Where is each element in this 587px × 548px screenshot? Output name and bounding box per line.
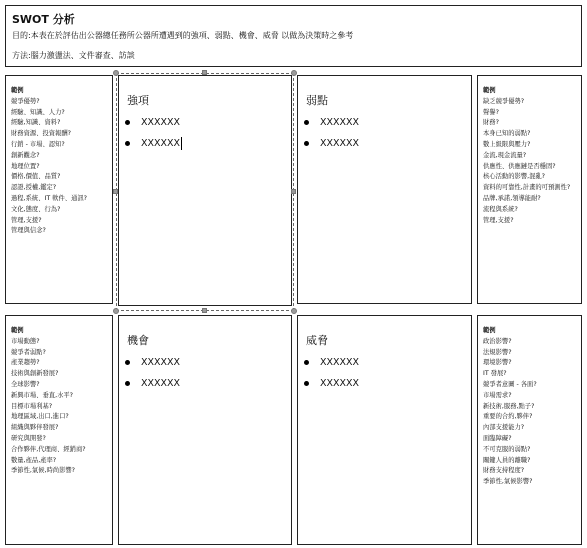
list-item[interactable]: XXXXXX (125, 356, 180, 377)
list-item[interactable]: XXXXXX (304, 116, 359, 137)
list-item[interactable]: XXXXXX (304, 137, 359, 158)
bullet-icon (125, 141, 130, 146)
method-text: 方法:腦力激盪法、文件審查、訪談 (12, 51, 135, 60)
list-item: 競爭者意圖 - 各面? (483, 380, 537, 388)
page-title: SWOT 分析 (12, 13, 75, 26)
list-item: 全球影響? (11, 380, 40, 388)
side-panel-opportunity-examples[interactable] (5, 315, 113, 545)
bullet-icon (125, 381, 130, 386)
list-item: 目標市場利基? (11, 402, 53, 410)
list-item: 品牌,承諾,領導能耐? (483, 194, 541, 202)
resize-handle-bottom-left[interactable] (113, 308, 119, 314)
quadrant-title: 強項 (127, 94, 149, 107)
list-item: 市場動態? (11, 337, 40, 345)
list-item: 合作夥伴,代理商、經銷商? (11, 445, 86, 453)
purpose-text: 目的:本表在於評估出公器總任務所公器所遭遇到的強項、弱點、機會、威脅 以做為決策時之參考 (12, 31, 354, 40)
list-item: 缺乏競爭優勢? (483, 97, 525, 105)
list-item[interactable]: XXXXXX (304, 377, 359, 398)
quadrant-weaknesses[interactable] (297, 75, 472, 304)
list-item: 地理位置? (11, 162, 40, 170)
list-item: 財務資源、投資報酬? (11, 130, 72, 138)
header-panel (5, 5, 582, 67)
list-item: 數上級限與壓力? (483, 140, 531, 148)
list-item: 財務? (483, 119, 499, 127)
bullet-list (125, 356, 180, 398)
list-item: 新技術,服務,點子? (483, 402, 535, 410)
quadrant-title: 機會 (127, 334, 149, 347)
side-panel-strength-examples[interactable] (5, 75, 113, 304)
bullet-icon (125, 120, 130, 125)
examples-heading: 範例 (483, 87, 496, 94)
list-item: 管理,支援? (483, 216, 514, 224)
examples-heading: 範例 (483, 327, 496, 334)
list-item: 本身已知的弱點? (483, 130, 531, 138)
resize-handle-bottom-right[interactable] (291, 308, 297, 314)
list-item: 研究與開發? (11, 434, 46, 442)
list-item: 管理與信念? (11, 227, 46, 235)
list-item: 流程與系統? (483, 205, 518, 213)
resize-handle-bottom[interactable] (202, 308, 207, 313)
list-item: 供應性、供應鏈是否穩固? (483, 162, 556, 170)
list-item: 技術與創新發展? (11, 370, 59, 378)
list-item: 競爭優勢? (11, 97, 40, 105)
list-item[interactable]: XXXXXX (304, 356, 359, 377)
resize-handle-top-right[interactable] (291, 70, 297, 76)
list-item: 經驗、知識、人力? (11, 108, 65, 116)
list-item: 法規影響? (483, 348, 512, 356)
list-item: 政治影響? (483, 337, 512, 345)
list-item: 資料的可靠性,計畫的可預測性? (483, 184, 571, 192)
list-item: 創新觀念? (11, 151, 40, 159)
quadrant-strengths[interactable] (118, 75, 292, 306)
list-item: 不可克服的弱點? (483, 445, 531, 453)
side-panel-threat-examples[interactable] (477, 315, 582, 545)
list-item: 競爭者弱點? (11, 348, 46, 356)
list-item: 組織與夥伴發展? (11, 424, 59, 432)
list-item: 內部支援能力? (483, 424, 525, 432)
bullet-icon (304, 120, 309, 125)
examples-heading: 範例 (11, 327, 24, 334)
quadrant-title: 威脅 (306, 334, 328, 347)
list-item[interactable]: XXXXXX (125, 377, 180, 398)
bullet-icon (125, 360, 130, 365)
list-item: 行銷 - 市場、認知? (11, 140, 65, 148)
text-cursor (181, 137, 182, 150)
examples-heading: 範例 (11, 87, 24, 94)
list-item: 認證,授權,鑑定? (11, 184, 57, 192)
list-item: 管理,支援? (11, 216, 42, 224)
list-item: 面臨障礙? (483, 434, 512, 442)
list-item: 季節性,氣候,時尚影響? (11, 467, 76, 475)
list-item: 金流,現金流量? (483, 151, 527, 159)
list-item: 季節性,氣候影響? (483, 478, 533, 486)
list-item: 過程,系統、IT 軟件、通訊? (11, 194, 88, 202)
resize-handle-top[interactable] (202, 70, 207, 75)
list-item: 關鍵人員的離職? (483, 456, 531, 464)
list-item: 產業趨勢? (11, 359, 40, 367)
list-item: 價格,價值、品質? (11, 173, 61, 181)
list-item: 環境影響? (483, 359, 512, 367)
bullet-icon (304, 381, 309, 386)
quadrant-threats[interactable] (297, 315, 472, 545)
quadrant-title: 弱點 (306, 94, 328, 107)
list-item: 經驗,知識、資料? (11, 119, 61, 127)
bullet-icon (304, 141, 309, 146)
bullet-list (304, 116, 359, 158)
list-item: 數量,產品,產率? (11, 456, 57, 464)
resize-handle-right[interactable] (291, 189, 296, 194)
list-item: 文化,態度、行為? (11, 205, 61, 213)
list-item: 地理區域,出口,進口? (11, 413, 69, 421)
list-item: 核心活動的影響,混亂? (483, 173, 546, 181)
list-item[interactable]: XXXXXX (125, 137, 182, 158)
list-item: 聲譽? (483, 108, 499, 116)
bullet-list (125, 116, 182, 158)
side-panel-weakness-examples[interactable] (477, 75, 582, 304)
resize-handle-left[interactable] (113, 189, 118, 194)
list-item: 新興市場、垂直,水平? (11, 391, 74, 399)
list-item[interactable]: XXXXXX (125, 116, 182, 137)
bullet-list (304, 356, 359, 398)
resize-handle-top-left[interactable] (113, 70, 119, 76)
quadrant-opportunities[interactable] (118, 315, 292, 545)
list-item: 財務支持程度? (483, 467, 525, 475)
list-item: 重要的合約,夥伴? (483, 413, 533, 421)
list-item: IT 發展? (483, 370, 507, 378)
list-item: 市場需求? (483, 391, 512, 399)
bullet-icon (304, 360, 309, 365)
